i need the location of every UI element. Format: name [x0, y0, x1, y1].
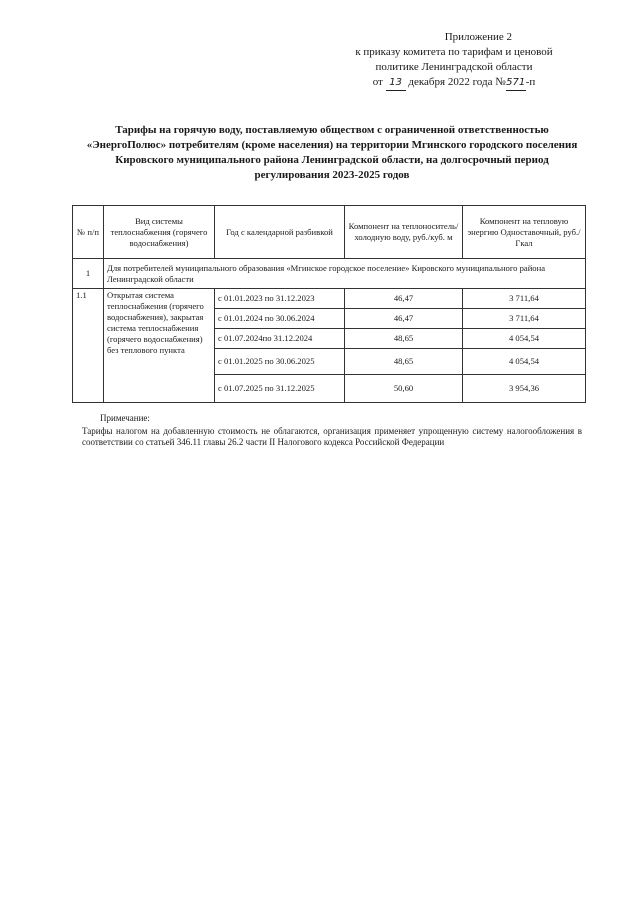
appendix-order-line: к приказу комитета по тарифам и ценовой — [355, 46, 553, 58]
energy-cell: 3 711,64 — [463, 289, 586, 309]
table-header-row — [73, 206, 586, 259]
period-cell: с 01.07.2025 по 31.12.2025 — [215, 375, 345, 403]
group-row — [73, 259, 586, 289]
appendix-date-line — [334, 75, 574, 91]
note-label: Примечание: — [100, 413, 150, 423]
coolant-cell: 46,47 — [345, 309, 463, 329]
coolant-cell: 50,60 — [345, 375, 463, 403]
coolant-cell: 48,65 — [345, 329, 463, 349]
energy-cell: 4 054,54 — [463, 329, 586, 349]
appendix-committee-line: политике Ленинградской области — [375, 61, 533, 73]
header-system: Вид системы теплоснабжения (горячего водоснабжения) — [104, 206, 215, 259]
handwritten-order-number: 571 — [506, 75, 526, 91]
period-cell: с 01.01.2025 по 30.06.2025 — [215, 349, 345, 375]
header-coolant: Компонент на теплоноситель/холодную воду, руб./куб. м — [345, 206, 463, 259]
appendix-title: Приложение 2 — [444, 31, 512, 43]
header-energy: Компонент на тепловую энергию Одноставочный, руб./Гкал — [463, 206, 586, 259]
energy-cell: 4 054,54 — [463, 349, 586, 375]
header-period: Год с календарной разбивкой — [215, 206, 345, 259]
appendix-header — [334, 30, 574, 91]
group-num: 1 — [73, 259, 104, 289]
tariff-table — [72, 205, 586, 403]
energy-cell: 3 711,64 — [463, 309, 586, 329]
note-text: Тарифы налогом на добавленную стоимость не облагаются, организация применяет упрощенную систему налогообложения в соответствии со статьей 346.11 главы 26.2 части II Налогового кодекса Российской Федерации — [82, 426, 582, 447]
group-description: Для потребителей муниципального образования «Мгинское городское поселение» Кировского муниципального района Ленинградской области — [104, 259, 586, 289]
date-prefix: от — [372, 76, 383, 88]
period-cell: с 01.07.2024по 31.12.2024 — [215, 329, 345, 349]
order-suffix: -п — [525, 76, 536, 88]
header-num: № п/п — [73, 206, 104, 259]
coolant-cell: 46,47 — [345, 289, 463, 309]
coolant-cell: 48,65 — [345, 349, 463, 375]
document-title: Тарифы на горячую воду, поставляемую обществом с ограниченной ответственностью «ЭнергоПолюс» потребителям (кроме населения) на территории Мгинского городского поселения Кировского муниципального района Ленинградской области, на долгосрочный период регулирования 2023-2025 годов — [86, 124, 578, 181]
period-cell: с 01.01.2023 по 31.12.2023 — [215, 289, 345, 309]
table-row — [73, 289, 586, 309]
item-num: 1.1 — [73, 289, 104, 403]
handwritten-day: 13 — [386, 75, 406, 91]
item-system: Открытая система теплоснабжения (горячего водоснабжения), закрытая система теплоснабжения (горячего водоснабжения) без теплового пункта — [104, 289, 215, 403]
date-middle: декабря 2022 года № — [408, 76, 506, 88]
period-cell: с 01.01.2024 по 30.06.2024 — [215, 309, 345, 329]
energy-cell: 3 954,36 — [463, 375, 586, 403]
